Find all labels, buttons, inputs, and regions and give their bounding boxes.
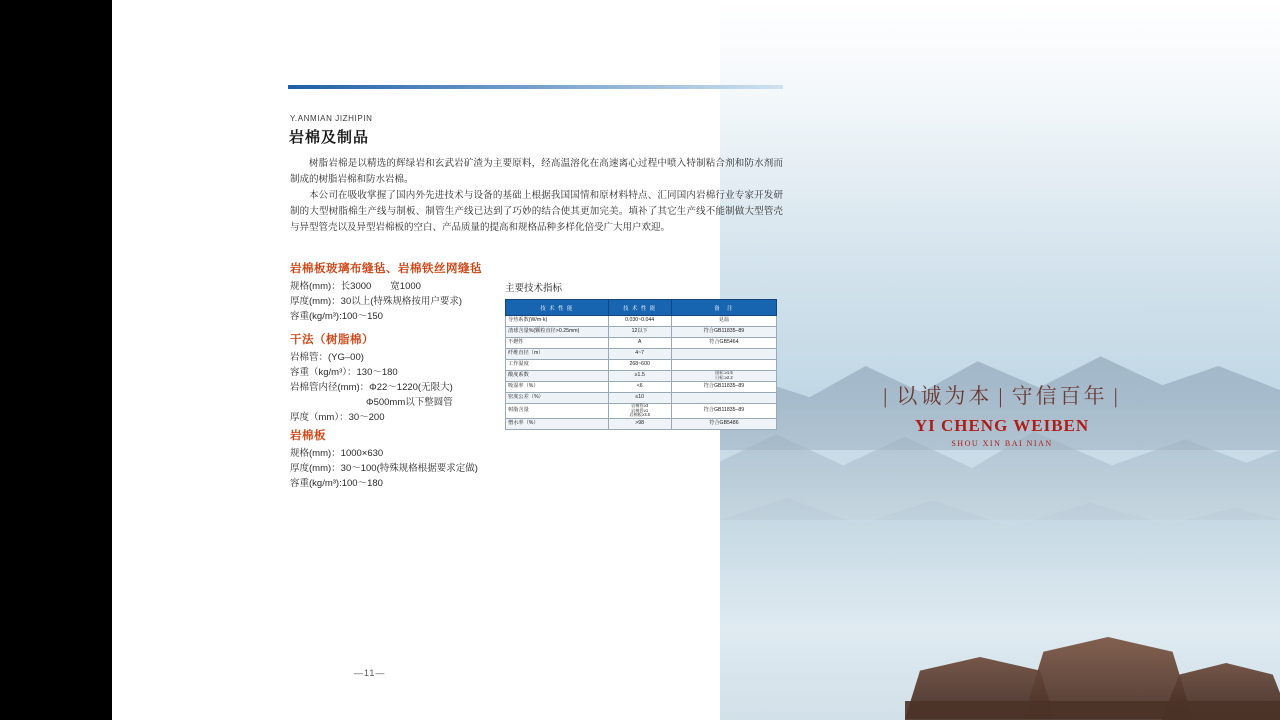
table-cell: 岩棉管≥3 岩棉管≥1 岩棉板≥3.5 [608, 404, 671, 419]
slogan-cn-right: 守信百年 [1011, 384, 1108, 408]
page-number: —11— [354, 668, 386, 678]
table-row [506, 418, 777, 429]
slogan-block [857, 380, 1147, 448]
section-1-line-3: 容重(kg/m³):100～150 [290, 311, 383, 322]
table-cell: <6 [608, 382, 671, 393]
page-title: 岩棉及制品 [289, 129, 370, 146]
spec-col-header-3: 备 注 [671, 300, 776, 316]
spec-table-header-row [506, 300, 777, 316]
temple-roofs-illustration [905, 615, 1280, 720]
slogan-bar-1: | [883, 384, 891, 408]
table-cell: 工作温度 [506, 360, 609, 371]
table-row [506, 393, 777, 404]
spec-table-title: 主要技术指标 [505, 283, 563, 294]
section-2-line-4: Φ500mm以下整圆管 [290, 397, 453, 408]
section-2-line-1: 岩棉管：(YG–00) [290, 352, 364, 363]
table-cell: 吸湿率（%） [506, 382, 609, 393]
slogan-cn-left: 以诚为本 [896, 384, 993, 408]
table-cell: 4~7 [608, 349, 671, 360]
section-1-line-1: 规格(mm)：长3000 宽1000 [290, 281, 421, 292]
section-2-line-2: 容重（kg/m³）：130～180 [290, 367, 398, 378]
table-row [506, 371, 777, 382]
slogan-chinese [857, 380, 1147, 410]
table-row [506, 327, 777, 338]
table-cell: 符合GB11835–89 [671, 327, 776, 338]
body-paragraph-1: 树脂岩棉是以精选的辉绿岩和玄武岩矿渣为主要原料，经高温溶化在高速离心过程中喷入特制粘合剂和防水剂而制成的树脂岩棉和防水岩棉。 [290, 158, 783, 185]
section-3-line-3: 容重(kg/m³):100～180 [290, 478, 383, 489]
section-1-line-2: 厚度(mm)：30以上(特殊规格按用户要求) [290, 296, 463, 307]
table-cell [671, 393, 776, 404]
section-pinyin: Y.ANMIAN JIZHIPIN [290, 114, 373, 123]
table-cell: 憎水率（%） [506, 418, 609, 429]
spec-table-block [505, 280, 777, 430]
table-row [506, 349, 777, 360]
section-3-line-1: 规格(mm)：1000×630 [290, 448, 384, 459]
section-2-line-3: 岩棉管内径(mm)：Φ22～1220(无限大) [290, 382, 453, 393]
table-cell: A [608, 338, 671, 349]
slogan-pinyin-sub: SHOU XIN BAI NIAN [951, 439, 1053, 448]
table-cell: 符合GB11835–89 [671, 382, 776, 393]
header-rule [288, 85, 783, 89]
table-cell [671, 349, 776, 360]
section-heading-3: 岩棉板 [290, 430, 326, 442]
table-cell: 树脂含量 [506, 404, 609, 419]
table-cell: ≥1.5 [608, 371, 671, 382]
table-cell: 符合GB5486 [671, 418, 776, 429]
section-heading-2: 干法（树脂棉） [290, 334, 374, 346]
section-2-line-5: 厚度（mm）：30～200 [290, 412, 385, 423]
table-row [506, 404, 777, 419]
table-cell: 国标:≥1.5 日标:≥2.2 [671, 371, 776, 382]
table-cell: 符合GB11835–89 [671, 404, 776, 419]
table-row [506, 316, 777, 327]
roof-wall [905, 701, 1280, 720]
table-cell: 0.030~0.044 [608, 316, 671, 327]
table-cell: 纤维直径（m） [506, 349, 609, 360]
slogan-bar-2: | [998, 384, 1006, 408]
table-cell: 符合GB5464 [671, 338, 776, 349]
table-cell: 导热系数(W/m·k) [506, 316, 609, 327]
table-cell: >98 [608, 418, 671, 429]
slogan-bar-3: | [1113, 384, 1121, 408]
table-row [506, 338, 777, 349]
table-cell: 見温 [671, 316, 776, 327]
table-cell: 不燃性 [506, 338, 609, 349]
table-cell: 268~600 [608, 360, 671, 371]
spec-table [505, 299, 777, 430]
section-heading-1: 岩棉板玻璃布缝毡、岩棉铁丝网缝毡 [290, 263, 482, 275]
table-row [506, 360, 777, 371]
spec-col-header-2: 技 术 性 能 [608, 300, 671, 316]
slogan-pinyin-main: YI CHENG WEIBEN [914, 416, 1090, 435]
table-cell: 密度公差（%） [506, 393, 609, 404]
table-cell: ≤10 [608, 393, 671, 404]
section-3-line-2: 厚度(mm)：30～100(特殊规格根据要求定做) [290, 463, 478, 474]
spec-col-header-1: 技 术 性 能 [506, 300, 609, 316]
body-paragraph-2: 本公司在吸收掌握了国内外先进技术与设备的基础上根据我国国情和原材料特点、汇同国内岩棉行业专家开发研制的大型树脂棉生产线与制板、制管生产线已达到了巧妙的结合使其更加完美。填补了其它生产线不能制做大型管壳与异型管壳以及异型岩棉板的空白、产品质量的提高和规格品种多样化倍受广大用户欢迎。 [290, 190, 783, 233]
table-cell: 12以下 [608, 327, 671, 338]
background-artwork [720, 0, 1280, 720]
table-row [506, 382, 777, 393]
table-cell [671, 360, 776, 371]
document-page [112, 0, 1280, 720]
table-cell: 渣球含量%(颗粒直径>0.25mm) [506, 327, 609, 338]
table-cell: 酸度系数 [506, 371, 609, 382]
